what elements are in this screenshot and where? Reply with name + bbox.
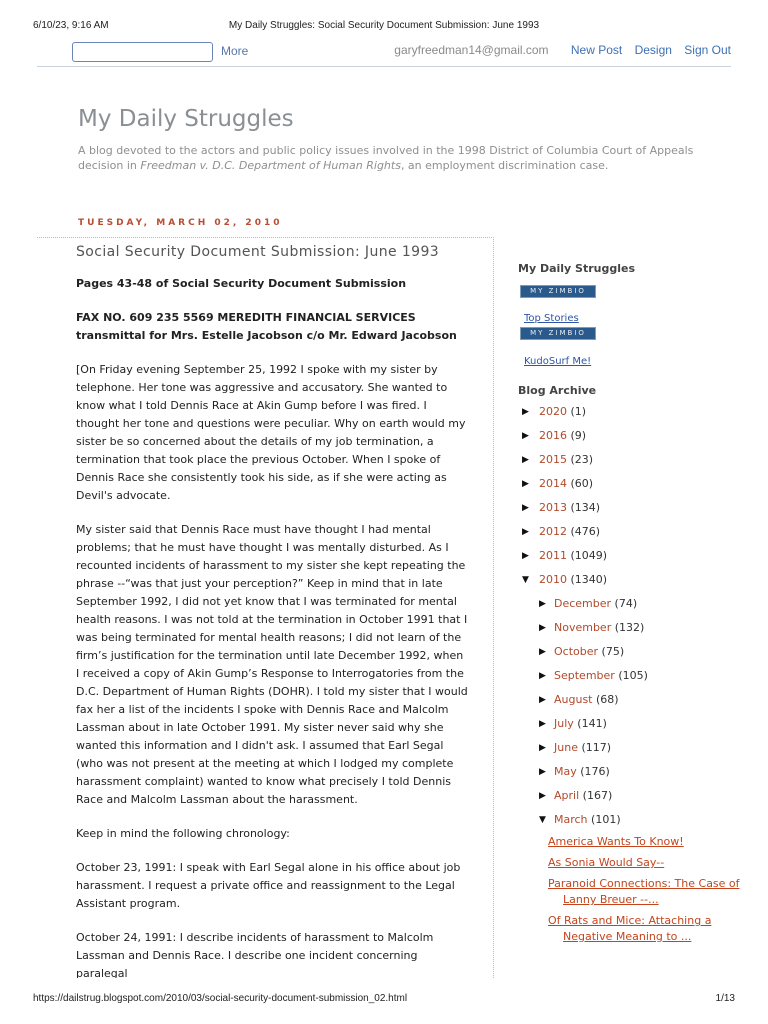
blog-desc-prefix: A blog devoted to the actors and public policy issues involved in the 1998 District of Columbia Court of Appeals decision in <box>78 144 694 172</box>
archive-month-item[interactable] <box>518 714 738 738</box>
expand-toggle-icon[interactable]: ▶ <box>522 479 529 489</box>
archive-year-count: (23) <box>570 453 594 466</box>
kudosurf-link[interactable]: KudoSurf Me! <box>524 356 592 367</box>
post-body <box>76 275 469 978</box>
archive-year-label[interactable]: 2011 <box>539 549 567 562</box>
expand-toggle-icon[interactable]: ▶ <box>539 791 546 801</box>
archive-month-label[interactable]: July <box>554 717 574 730</box>
new-post-link[interactable]: New Post <box>570 43 623 57</box>
archive-month-label[interactable]: May <box>554 765 577 778</box>
expand-toggle-icon[interactable]: ▶ <box>522 503 529 513</box>
fax-line-1: FAX NO. 609 235 5569 MEREDITH FINANCIAL SERVICES <box>76 311 416 324</box>
archive-year-item[interactable] <box>518 570 738 594</box>
expand-toggle-icon[interactable]: ▶ <box>539 767 546 777</box>
archive-month-item[interactable] <box>518 786 738 810</box>
sign-out-link[interactable]: Sign Out <box>684 43 731 57</box>
archive-year-link[interactable] <box>539 429 586 442</box>
archive-year-link[interactable] <box>539 405 586 418</box>
archive-year-item[interactable] <box>518 546 738 570</box>
post-title[interactable]: Social Security Document Submission: June 1993 <box>76 244 440 260</box>
archive-year-count: (1) <box>570 405 587 418</box>
expand-toggle-icon[interactable]: ▶ <box>539 695 546 705</box>
print-url: https://dailstrug.blogspot.com/2010/03/social-security-document-submission_02.html <box>33 993 408 1004</box>
expand-toggle-icon[interactable]: ▶ <box>522 431 529 441</box>
archive-month-count: (74) <box>614 597 638 610</box>
archive-year-label[interactable]: 2020 <box>539 405 567 418</box>
archive-month-link[interactable] <box>554 645 624 658</box>
expand-toggle-icon[interactable]: ▶ <box>539 743 546 753</box>
blogger-navbar <box>37 40 731 67</box>
archive-year-link[interactable] <box>539 453 593 466</box>
post <box>37 237 494 978</box>
expand-toggle-icon[interactable]: ▶ <box>539 671 546 681</box>
archive-month-item[interactable] <box>518 738 738 762</box>
expand-toggle-icon[interactable]: ▶ <box>539 623 546 633</box>
archive-year-link[interactable] <box>539 549 607 562</box>
account-email: garyfreedman14@gmail.com <box>394 43 549 57</box>
more-link[interactable]: More <box>221 44 249 58</box>
post-paragraph: [On Friday evening September 25, 1992 I spoke with my sister by telephone. Her tone was aggressive and accusatory. She wanted to know what I told Dennis Race at Akin Gump before I was fired. I thought her tone and questions were peculiar. Why on earth would my sister be so concerned about the details of my job termination, a termination that took place the previous October. When I spoke of Dennis Race she consistently took his side, as if she were acting as Devil's advocate. <box>76 363 466 502</box>
archive-year-link[interactable] <box>539 501 600 514</box>
archive-year-label[interactable]: 2013 <box>539 501 567 514</box>
archive-year-link[interactable] <box>539 477 593 490</box>
archive-year-label[interactable]: 2016 <box>539 429 567 442</box>
archive-month-link[interactable] <box>554 597 637 610</box>
archive-month-item[interactable] <box>518 594 738 618</box>
blog-archive-heading: Blog Archive <box>518 384 597 397</box>
archive-month-label[interactable]: September <box>554 669 615 682</box>
archive-year-item[interactable] <box>518 522 738 546</box>
archive-year-count: (134) <box>570 501 601 514</box>
print-datetime: 6/10/23, 9:16 AM <box>33 20 109 31</box>
archive-month-item[interactable] <box>518 690 738 714</box>
archive-month-link[interactable] <box>554 717 607 730</box>
archive-month-item[interactable] <box>518 666 738 690</box>
archive-year-count: (60) <box>570 477 594 490</box>
archive-year-item[interactable] <box>518 498 738 522</box>
archive-post-link[interactable]: Of Rats and Mice: Attaching a Negative Meaning to ... <box>548 914 712 943</box>
expand-toggle-icon[interactable]: ▶ <box>539 719 546 729</box>
archive-year-item[interactable] <box>518 450 738 474</box>
archive-month-item[interactable] <box>518 762 738 786</box>
archive-year-label[interactable]: 2012 <box>539 525 567 538</box>
archive-month-link[interactable] <box>554 813 621 826</box>
post-paragraph: October 24, 1991: I describe incidents of harassment to Malcolm Lassman and Dennis Race. I describe one incident concerning paralegal <box>76 931 434 978</box>
archive-month-count: (141) <box>577 717 607 730</box>
post-paragraph: October 23, 1991: I speak with Earl Segal alone in his office about job harassment. I request a private office and reassignment to the Legal Assistant program. <box>76 861 461 910</box>
archive-month-label[interactable]: November <box>554 621 612 634</box>
archive-post-link[interactable]: America Wants To Know! <box>548 835 684 848</box>
archive-month-item[interactable] <box>518 810 738 834</box>
blog-title[interactable]: My Daily Struggles <box>78 106 294 132</box>
archive-post-link[interactable]: Paranoid Connections: The Case of Lanny Breuer --... <box>548 877 740 906</box>
archive-year-link[interactable] <box>539 525 600 538</box>
archive-year-link[interactable] <box>539 573 607 586</box>
collapse-toggle-icon[interactable]: ▼ <box>539 815 546 825</box>
archive-month-label[interactable]: March <box>554 813 588 826</box>
archive-month-label[interactable]: June <box>554 741 578 754</box>
archive-month-label[interactable]: December <box>554 597 612 610</box>
print-header <box>33 20 735 34</box>
archive-year-label[interactable]: 2015 <box>539 453 567 466</box>
expand-toggle-icon[interactable]: ▶ <box>539 647 546 657</box>
archive-post-link[interactable]: As Sonia Would Say-- <box>548 856 665 869</box>
archive-year-count: (1340) <box>570 573 608 586</box>
archive-month-link[interactable] <box>554 669 648 682</box>
print-doc-title: My Daily Struggles: Social Security Document Submission: June 1993 <box>228 20 540 31</box>
expand-toggle-icon[interactable]: ▶ <box>522 455 529 465</box>
blog-desc-suffix: , an employment discrimination case. <box>400 159 609 172</box>
archive-month-count: (117) <box>581 741 612 754</box>
archive-month-link[interactable] <box>554 741 611 754</box>
archive-month-count: (105) <box>618 669 648 682</box>
print-page-number: 1/13 <box>715 993 735 1004</box>
post-date-header: TUESDAY, MARCH 02, 2010 <box>78 218 283 228</box>
zimbio-badge-1[interactable]: MY ZIMBIO <box>520 285 596 298</box>
archive-month-label[interactable]: August <box>554 693 593 706</box>
sidebar <box>518 262 738 950</box>
archive-month-item[interactable] <box>518 642 738 666</box>
archive-year-label[interactable]: 2010 <box>539 573 567 586</box>
archive-month-label[interactable]: October <box>554 645 599 658</box>
expand-toggle-icon[interactable]: ▶ <box>522 407 529 417</box>
archive-month-count: (101) <box>591 813 621 826</box>
top-stories-link[interactable]: Top Stories <box>524 313 579 324</box>
archive-month-item[interactable] <box>518 618 738 642</box>
archive-year-item[interactable] <box>518 402 738 426</box>
post-paragraph: Keep in mind the following chronology: <box>76 827 290 840</box>
expand-toggle-icon[interactable]: ▶ <box>539 599 546 609</box>
archive-year-label[interactable]: 2014 <box>539 477 567 490</box>
search-input[interactable] <box>72 42 213 62</box>
expand-toggle-icon[interactable]: ▶ <box>522 551 529 561</box>
design-link[interactable]: Design <box>634 43 672 57</box>
archive-month-count: (176) <box>580 765 610 778</box>
archive-month-count: (68) <box>596 693 619 706</box>
archive-month-label[interactable]: April <box>554 789 580 802</box>
archive-month-link[interactable] <box>554 789 612 802</box>
archive-year-count: (9) <box>570 429 587 442</box>
blog-desc-case: Freedman v. D.C. Department of Human Rights <box>140 159 401 172</box>
archive-month-count: (75) <box>601 645 625 658</box>
collapse-toggle-icon[interactable]: ▼ <box>522 575 529 585</box>
march-post-list <box>548 834 738 945</box>
archive-month-count: (132) <box>614 621 645 634</box>
archive-year-count: (476) <box>570 525 601 538</box>
archive-month-link[interactable] <box>554 693 619 706</box>
blog-description <box>78 143 718 173</box>
archive-year-count: (1049) <box>570 549 608 562</box>
print-footer <box>33 993 735 1007</box>
zimbio-badge-2[interactable]: MY ZIMBIO <box>520 327 596 340</box>
archive-year-item[interactable] <box>518 426 738 450</box>
archive-year-item[interactable] <box>518 474 738 498</box>
expand-toggle-icon[interactable]: ▶ <box>522 527 529 537</box>
archive-month-link[interactable] <box>554 621 644 634</box>
archive-month-count: (167) <box>582 789 613 802</box>
post-subhead: Pages 43-48 of Social Security Document Submission <box>76 277 407 290</box>
post-paragraph: My sister said that Dennis Race must have thought I had mental problems; that he must have thought I was mentally disturbed. As I recounted incidents of harassment to my sister she kept repeating the phrase --“was that just your perception?” Keep in mind that in late September 1992, I did not yet know that I was terminated for mental health reasons. I was not told at the termination in October 1991 that I was being terminated for mental health reasons; I did not learn of the firm’s justification for the termination until late December 1992, when I received a copy of Akin Gump’s Response to Interrogatories from the D.C. Department of Human Rights (DOHR). I told my sister that I would fax her a list of the incidents I spoke with Dennis Race and Malcolm Lassman about in late October 1991. My sister never said why she wanted this information and I didn't ask. I assumed that Earl Segal (who was not present at the meeting at which I lodged my complete harassment complaint) wanted to know what precisely I told Dennis Race and Malcolm Lassman about the harassment. <box>76 523 468 806</box>
sidebar-heading: My Daily Struggles <box>518 262 636 275</box>
archive-month-link[interactable] <box>554 765 610 778</box>
fax-line-2: transmittal for Mrs. Estelle Jacobson c/o Mr. Edward Jacobson <box>76 329 457 342</box>
